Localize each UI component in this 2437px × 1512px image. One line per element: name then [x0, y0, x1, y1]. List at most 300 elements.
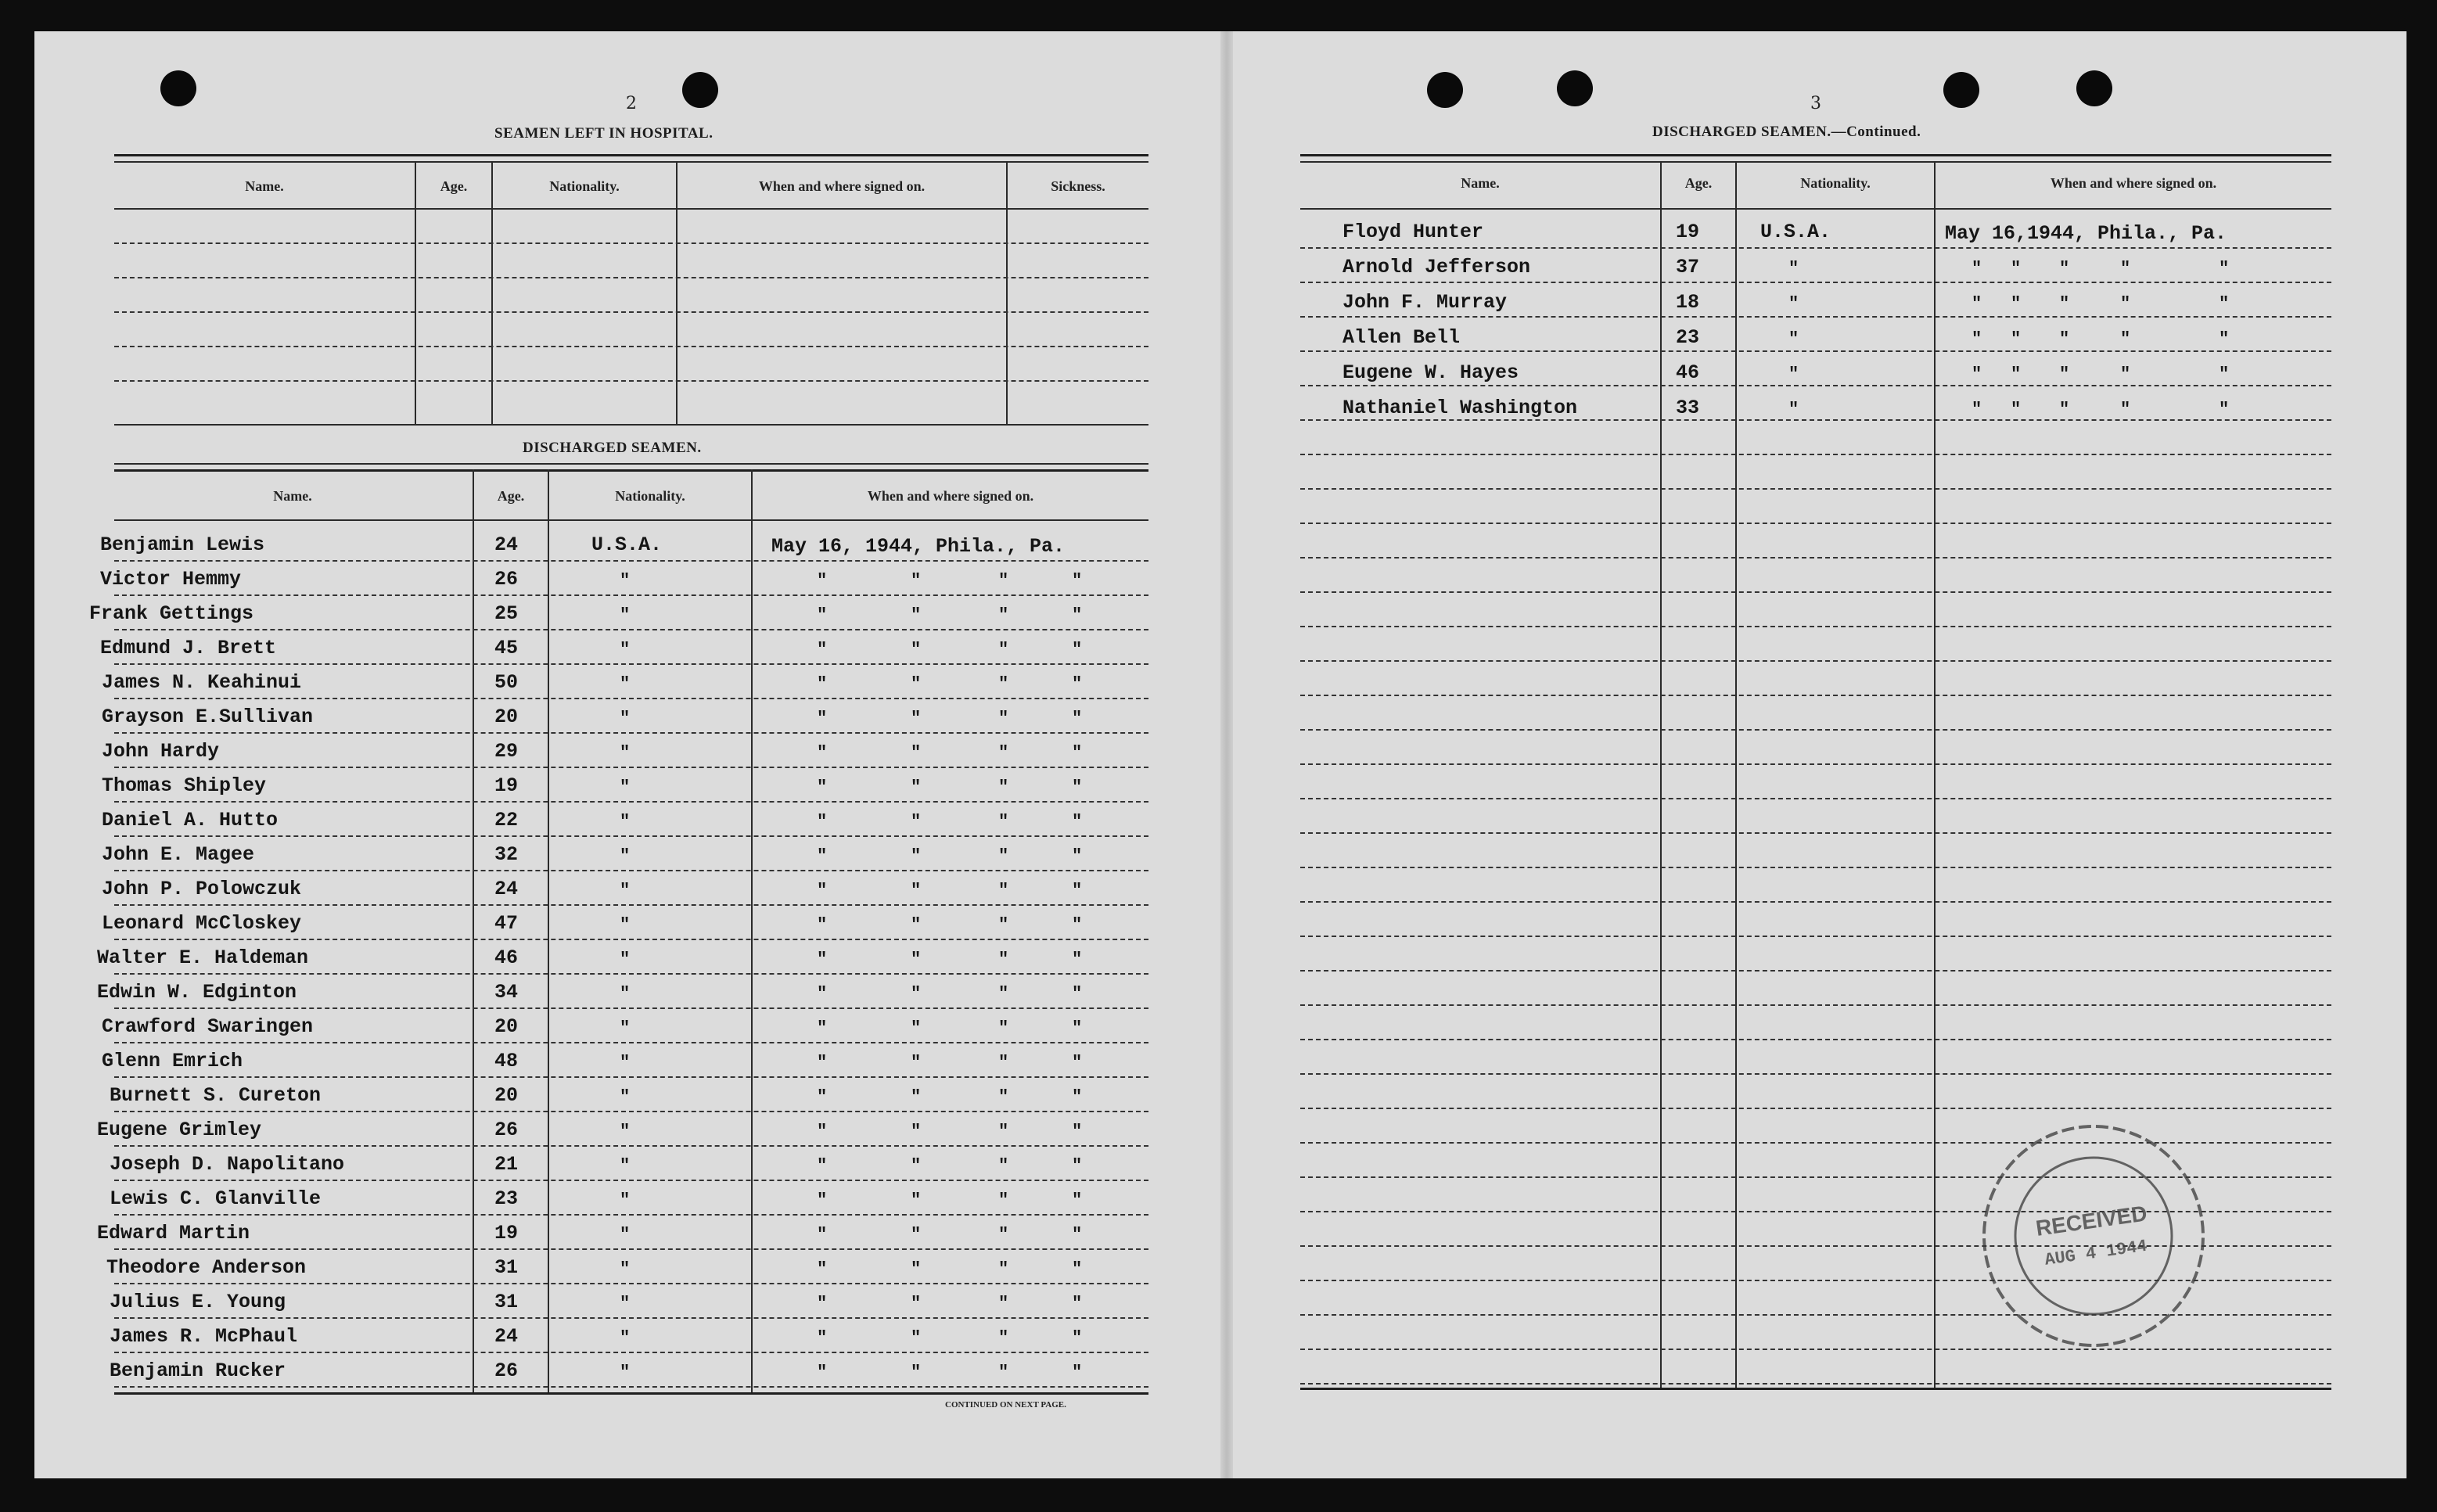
row-line — [1300, 557, 2331, 558]
crew-age: 31 — [494, 1291, 519, 1313]
crew-signed-on: " — [998, 778, 1009, 797]
crew-signed-on: " — [911, 709, 922, 728]
col-age: Age. — [440, 178, 468, 194]
crew-signed-on: " — [998, 1259, 1009, 1279]
crew-signed-on: " — [998, 1053, 1009, 1072]
form-line — [114, 242, 1148, 244]
stamp-text: RECEIVED — [2034, 1201, 2149, 1241]
crew-signed-on: " — [911, 812, 922, 831]
row-line — [1300, 901, 2331, 903]
form-line — [114, 380, 1148, 382]
col-divider — [751, 469, 753, 1392]
col-name: Name. — [245, 178, 284, 194]
crew-nationality: " — [620, 1225, 631, 1244]
crew-signed-on: " — [2011, 294, 2022, 314]
crew-signed-on: " — [817, 984, 828, 1004]
crew-age: 22 — [494, 809, 519, 831]
crew-signed-on: " — [817, 950, 828, 969]
crew-signed-on: " — [911, 1191, 922, 1210]
crew-signed-on: " — [998, 640, 1009, 659]
table-rule — [114, 463, 1148, 465]
crew-signed-on: " — [1072, 1156, 1083, 1176]
row-line — [1300, 626, 2331, 627]
crew-signed-on: " — [2059, 259, 2070, 278]
crew-signed-on: " — [1072, 1018, 1083, 1038]
crew-nationality: " — [620, 1053, 631, 1072]
crew-age: 31 — [494, 1256, 519, 1279]
crew-signed-on: " — [911, 1156, 922, 1176]
row-line — [1300, 419, 2331, 421]
crew-nationality: " — [620, 950, 631, 969]
crew-age: 50 — [494, 671, 519, 694]
form-line — [114, 277, 1148, 278]
crew-nationality: " — [620, 1018, 631, 1038]
row-line — [1300, 936, 2331, 937]
crew-signed-on: " — [998, 1087, 1009, 1107]
crew-signed-on: " — [817, 778, 828, 797]
col-nationality: Nationality. — [615, 488, 685, 504]
crew-signed-on: " — [998, 1363, 1009, 1382]
crew-name: Burnett S. Cureton — [110, 1084, 322, 1107]
crew-signed-on: " — [1072, 1225, 1083, 1244]
crew-signed-on: " — [2219, 329, 2230, 349]
col-divider — [1660, 161, 1662, 1388]
crew-signed-on: " — [2011, 400, 2022, 419]
row-line — [114, 973, 1148, 975]
crew-signed-on: " — [2219, 400, 2230, 419]
crew-nationality: " — [620, 915, 631, 935]
row-line — [114, 939, 1148, 940]
row-line — [1300, 832, 2331, 834]
crew-signed-on: " — [1972, 329, 1982, 349]
crew-signed-on: " — [817, 743, 828, 763]
row-line — [114, 1352, 1148, 1353]
crew-name: Glenn Emrich — [102, 1050, 243, 1072]
col-signed-on: When and where signed on. — [867, 488, 1034, 504]
crew-nationality: " — [1788, 400, 1799, 419]
crew-age: 25 — [494, 602, 519, 625]
crew-name: Allen Bell — [1343, 326, 1461, 349]
row-line — [1300, 1073, 2331, 1075]
crew-age: 19 — [494, 1222, 519, 1244]
crew-signed-on: " — [2011, 259, 2022, 278]
crew-signed-on: " — [1072, 984, 1083, 1004]
crew-age: 21 — [494, 1153, 519, 1176]
crew-nationality: " — [620, 1156, 631, 1176]
crew-signed-on: " — [1972, 400, 1982, 419]
crew-age: 32 — [494, 843, 519, 866]
crew-signed-on: " — [998, 915, 1009, 935]
crew-signed-on: " — [1972, 294, 1982, 314]
crew-name: Leonard McCloskey — [102, 912, 302, 935]
continued-note: CONTINUED ON NEXT PAGE. — [945, 1400, 1066, 1410]
crew-signed-on: " — [817, 709, 828, 728]
crew-signed-on: " — [1072, 640, 1083, 659]
crew-nationality: " — [620, 812, 631, 831]
crew-signed-on: " — [911, 1294, 922, 1313]
crew-signed-on: " — [998, 881, 1009, 900]
row-line — [114, 594, 1148, 596]
page-number-left: 2 — [626, 94, 637, 113]
crew-age: 37 — [1676, 256, 1700, 278]
crew-name: Frank Gettings — [89, 602, 254, 625]
col-age: Age. — [497, 488, 525, 504]
crew-signed-on: " — [1072, 915, 1083, 935]
row-line — [114, 801, 1148, 803]
col-divider — [491, 161, 493, 424]
crew-signed-on: " — [817, 1053, 828, 1072]
crew-nationality: " — [620, 1294, 631, 1313]
crew-nationality: " — [1788, 329, 1799, 349]
row-line — [1300, 350, 2331, 352]
discharged-title: DISCHARGED SEAMEN. — [523, 440, 702, 456]
row-line — [114, 1111, 1148, 1112]
crew-signed-on: " — [817, 605, 828, 625]
row-line — [1300, 591, 2331, 593]
crew-name: James R. McPhaul — [110, 1325, 298, 1348]
table-rule — [114, 154, 1148, 156]
crew-name: Lewis C. Glanville — [110, 1187, 322, 1210]
crew-signed-on: " — [911, 1053, 922, 1072]
crew-signed-on: " — [1072, 1363, 1083, 1382]
crew-signed-on: " — [998, 1294, 1009, 1313]
punch-hole — [1557, 70, 1593, 106]
crew-signed-on: " — [998, 571, 1009, 591]
crew-nationality: " — [620, 605, 631, 625]
crew-name: Nathaniel Washington — [1343, 397, 1578, 419]
crew-signed-on: " — [911, 846, 922, 866]
crew-nationality: " — [620, 1363, 631, 1382]
crew-age: 48 — [494, 1050, 519, 1072]
crew-signed-on: " — [998, 1156, 1009, 1176]
col-divider — [676, 161, 678, 424]
row-line — [114, 870, 1148, 871]
crew-name: Daniel A. Hutto — [102, 809, 279, 831]
crew-signed-on: " — [998, 1328, 1009, 1348]
crew-age: 20 — [494, 1084, 519, 1107]
row-line — [1300, 247, 2331, 249]
form-line — [114, 311, 1148, 313]
crew-age: 20 — [494, 1015, 519, 1038]
crew-signed-on: " — [817, 1122, 828, 1141]
crew-signed-on: " — [817, 1225, 828, 1244]
crew-signed-on: " — [2120, 329, 2131, 349]
crew-nationality: " — [620, 1259, 631, 1279]
crew-signed-on: " — [2219, 259, 2230, 278]
punch-hole — [1427, 72, 1463, 108]
col-divider — [548, 469, 549, 1392]
crew-name: John E. Magee — [102, 843, 255, 866]
row-line — [114, 1283, 1148, 1284]
crew-signed-on: " — [2059, 329, 2070, 349]
crew-name: James N. Keahinui — [102, 671, 302, 694]
row-line — [114, 767, 1148, 768]
crew-signed-on: " — [1072, 950, 1083, 969]
col-signed-on: When and where signed on. — [2050, 175, 2217, 191]
crew-signed-on: " — [911, 778, 922, 797]
row-line — [1300, 523, 2331, 524]
crew-signed-on: " — [2219, 294, 2230, 314]
row-line — [114, 1007, 1148, 1009]
crew-signed-on: " — [911, 950, 922, 969]
crew-signed-on: " — [998, 674, 1009, 694]
crew-nationality: " — [1788, 365, 1799, 384]
crew-age: 45 — [494, 637, 519, 659]
crew-signed-on: " — [817, 812, 828, 831]
crew-nationality: " — [620, 1191, 631, 1210]
row-line — [1300, 729, 2331, 731]
crew-signed-on: " — [998, 1018, 1009, 1038]
crew-signed-on: " — [2059, 365, 2070, 384]
crew-signed-on: " — [2120, 259, 2131, 278]
crew-signed-on: May 16,1944, Phila., Pa. — [1945, 222, 2227, 245]
crew-signed-on: " — [998, 812, 1009, 831]
crew-signed-on: " — [817, 915, 828, 935]
crew-signed-on: " — [1072, 1191, 1083, 1210]
col-name: Name. — [273, 488, 312, 504]
crew-name: Eugene W. Hayes — [1343, 361, 1519, 384]
punch-hole — [160, 70, 196, 106]
crew-signed-on: " — [1072, 605, 1083, 625]
crew-name: Edmund J. Brett — [100, 637, 277, 659]
crew-signed-on: " — [2120, 400, 2131, 419]
row-line — [1300, 454, 2331, 455]
crew-nationality: " — [620, 1328, 631, 1348]
crew-age: 29 — [494, 740, 519, 763]
crew-signed-on: " — [817, 1156, 828, 1176]
crew-signed-on: " — [2219, 365, 2230, 384]
crew-age: 18 — [1676, 291, 1700, 314]
crew-name: John F. Murray — [1343, 291, 1508, 314]
row-line — [114, 1076, 1148, 1078]
table-rule — [114, 1392, 1148, 1395]
crew-signed-on: " — [2059, 294, 2070, 314]
table-rule — [1300, 154, 2331, 156]
crew-name: John P. Polowczuk — [102, 878, 302, 900]
crew-age: 34 — [494, 981, 519, 1004]
crew-nationality: " — [1788, 259, 1799, 278]
crew-name: Edward Martin — [97, 1222, 250, 1244]
col-divider — [1006, 161, 1008, 424]
crew-signed-on: " — [1072, 1053, 1083, 1072]
row-line — [1300, 660, 2331, 662]
crew-nationality: " — [620, 984, 631, 1004]
col-divider — [1735, 161, 1737, 1388]
crew-signed-on: " — [2011, 365, 2022, 384]
crew-signed-on: " — [817, 881, 828, 900]
col-divider — [1934, 161, 1936, 1388]
crew-signed-on: " — [1972, 365, 1982, 384]
crew-signed-on: " — [817, 640, 828, 659]
row-line — [114, 732, 1148, 734]
crew-name: Eugene Grimley — [97, 1119, 262, 1141]
row-line — [114, 663, 1148, 665]
stamp-date: AUG 4 1944 — [2043, 1236, 2149, 1270]
row-line — [114, 1248, 1148, 1250]
table-rule — [1300, 1388, 2331, 1390]
crew-signed-on: " — [911, 1122, 922, 1141]
crew-name: Joseph D. Napolitano — [110, 1153, 345, 1176]
crew-signed-on: " — [817, 1259, 828, 1279]
crew-signed-on: " — [1072, 846, 1083, 866]
crew-age: 24 — [494, 533, 519, 556]
crew-signed-on: " — [911, 1018, 922, 1038]
table-rule — [114, 424, 1148, 426]
crew-signed-on: " — [998, 1225, 1009, 1244]
row-line — [114, 560, 1148, 562]
crew-age: 23 — [494, 1187, 519, 1210]
row-line — [1300, 1383, 2331, 1385]
crew-age: 20 — [494, 706, 519, 728]
crew-signed-on: " — [817, 1328, 828, 1348]
col-sickness: Sickness. — [1051, 178, 1105, 194]
crew-signed-on: " — [911, 881, 922, 900]
crew-signed-on: May 16, 1944, Phila., Pa. — [771, 535, 1066, 558]
crew-nationality: " — [620, 1087, 631, 1107]
crew-name: Theodore Anderson — [106, 1256, 307, 1279]
crew-nationality: U.S.A. — [591, 533, 663, 556]
crew-signed-on: " — [998, 605, 1009, 625]
crew-signed-on: " — [1072, 1087, 1083, 1107]
crew-signed-on: " — [911, 984, 922, 1004]
crew-nationality: " — [620, 674, 631, 694]
punch-hole — [1943, 72, 1979, 108]
row-line — [1300, 763, 2331, 765]
crew-age: 24 — [494, 878, 519, 900]
table-rule — [114, 161, 1148, 163]
crew-name: Walter E. Haldeman — [97, 946, 309, 969]
crew-nationality: " — [620, 881, 631, 900]
row-line — [114, 1386, 1148, 1388]
crew-signed-on: " — [911, 605, 922, 625]
crew-signed-on: " — [817, 1191, 828, 1210]
crew-age: 46 — [494, 946, 519, 969]
row-line — [1300, 282, 2331, 283]
crew-signed-on: " — [1972, 259, 1982, 278]
row-line — [114, 698, 1148, 699]
crew-signed-on: " — [998, 1191, 1009, 1210]
row-line — [1300, 1004, 2331, 1006]
crew-age: 19 — [1676, 221, 1700, 243]
form-line — [114, 346, 1148, 347]
crew-signed-on: " — [1072, 1294, 1083, 1313]
crew-name: Crawford Swaringen — [102, 1015, 314, 1038]
crew-nationality: " — [620, 571, 631, 591]
col-divider — [415, 161, 416, 424]
crew-name: Benjamin Rucker — [110, 1359, 286, 1382]
crew-signed-on: " — [817, 1294, 828, 1313]
crew-name: Victor Hemmy — [100, 568, 242, 591]
crew-signed-on: " — [911, 915, 922, 935]
crew-nationality: " — [620, 640, 631, 659]
crew-signed-on: " — [817, 1363, 828, 1382]
crew-signed-on: " — [1072, 743, 1083, 763]
row-line — [1300, 970, 2331, 971]
col-signed-on: When and where signed on. — [758, 178, 926, 194]
crew-signed-on: " — [1072, 812, 1083, 831]
row-line — [1300, 316, 2331, 318]
crew-signed-on: " — [2120, 294, 2131, 314]
row-line — [1300, 867, 2331, 868]
crew-signed-on: " — [911, 1363, 922, 1382]
crew-nationality: " — [620, 743, 631, 763]
crew-signed-on: " — [817, 1087, 828, 1107]
col-name: Name. — [1461, 175, 1500, 191]
row-line — [1300, 798, 2331, 799]
col-nationality: Nationality. — [1800, 175, 1871, 191]
crew-age: 24 — [494, 1325, 519, 1348]
crew-signed-on: " — [1072, 1259, 1083, 1279]
page-number-right: 3 — [1810, 94, 1821, 113]
crew-signed-on: " — [1072, 1328, 1083, 1348]
crew-signed-on: " — [911, 571, 922, 591]
table-rule — [1300, 208, 2331, 210]
crew-signed-on: " — [1072, 674, 1083, 694]
crew-signed-on: " — [1072, 881, 1083, 900]
row-line — [114, 1317, 1148, 1319]
crew-signed-on: " — [911, 743, 922, 763]
crew-signed-on: " — [817, 571, 828, 591]
crew-signed-on: " — [1072, 1122, 1083, 1141]
row-line — [114, 1042, 1148, 1043]
crew-signed-on: " — [2011, 329, 2022, 349]
row-line — [114, 1145, 1148, 1147]
col-divider — [473, 469, 474, 1392]
crew-nationality: " — [620, 846, 631, 866]
crew-signed-on: " — [817, 1018, 828, 1038]
row-line — [114, 904, 1148, 906]
crew-signed-on: " — [998, 846, 1009, 866]
crew-signed-on: " — [2120, 365, 2131, 384]
crew-signed-on: " — [1072, 571, 1083, 591]
crew-age: 33 — [1676, 397, 1700, 419]
row-line — [1300, 695, 2331, 696]
table-rule — [114, 469, 1148, 472]
crew-name: John Hardy — [102, 740, 220, 763]
row-line — [1300, 488, 2331, 490]
crew-age: 26 — [494, 568, 519, 591]
row-line — [114, 1180, 1148, 1181]
crew-name: Edwin W. Edginton — [97, 981, 297, 1004]
crew-nationality: " — [620, 1122, 631, 1141]
row-line — [1300, 1108, 2331, 1109]
crew-name: Julius E. Young — [110, 1291, 286, 1313]
crew-nationality: " — [620, 709, 631, 728]
crew-name: Benjamin Lewis — [100, 533, 265, 556]
crew-nationality: " — [620, 778, 631, 797]
col-nationality: Nationality. — [549, 178, 620, 194]
crew-age: 47 — [494, 912, 519, 935]
crew-signed-on: " — [1072, 778, 1083, 797]
crew-age: 26 — [494, 1119, 519, 1141]
crew-signed-on: " — [998, 984, 1009, 1004]
crew-age: 46 — [1676, 361, 1700, 384]
crew-signed-on: " — [817, 846, 828, 866]
row-line — [114, 1214, 1148, 1216]
crew-name: Thomas Shipley — [102, 774, 267, 797]
crew-signed-on: " — [998, 709, 1009, 728]
crew-signed-on: " — [1072, 709, 1083, 728]
col-age: Age. — [1684, 175, 1713, 191]
crew-signed-on: " — [911, 1087, 922, 1107]
crew-signed-on: " — [817, 674, 828, 694]
discharged-continued-title: DISCHARGED SEAMEN.—Continued. — [1652, 124, 1921, 140]
crew-nationality: U.S.A. — [1760, 221, 1831, 243]
table-rule — [1300, 161, 2331, 163]
punch-hole — [682, 72, 718, 108]
crew-signed-on: " — [911, 674, 922, 694]
punch-hole — [2076, 70, 2112, 106]
